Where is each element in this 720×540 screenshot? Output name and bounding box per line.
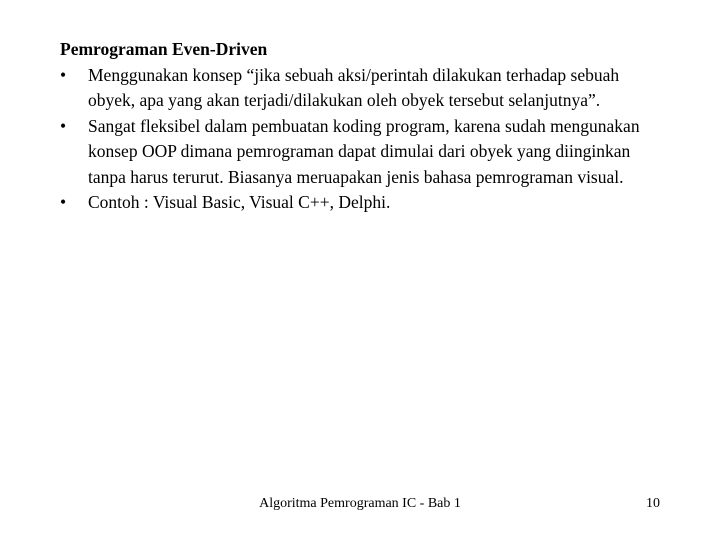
bullet-list — [60, 63, 670, 216]
page-number: 10 — [646, 496, 660, 511]
bullet-icon: • — [60, 115, 67, 136]
bullet-item — [60, 114, 670, 191]
bullet-text: Menggunakan konsep “jika sebuah aksi/perintah dilakukan terhadap sebuah obyek, apa yang akan terjadi/dilakukan oleh obyek tersebut selanjutnya”. — [88, 64, 620, 110]
bullet-item — [60, 63, 670, 114]
bullet-text: Contoh : Visual Basic, Visual C++, Delphi. — [88, 192, 391, 212]
bullet-item — [60, 190, 670, 216]
bullet-text: Sangat fleksibel dalam pembuatan koding program, karena sudah mengunakan konsep OOP dimana pemrograman dapat dimulai dari obyek yang diinginkan tanpa harus terurut. Biasanya meruapakan jenis bahasa pemrograman visual. — [88, 115, 640, 187]
footer-title: Algoritma Pemrograman IC - Bab 1 — [259, 496, 461, 511]
slide-heading: Pemrograman Even-Driven — [60, 39, 268, 59]
bullet-icon: • — [60, 192, 67, 212]
bullet-icon: • — [60, 64, 67, 85]
slide-content — [60, 37, 670, 216]
